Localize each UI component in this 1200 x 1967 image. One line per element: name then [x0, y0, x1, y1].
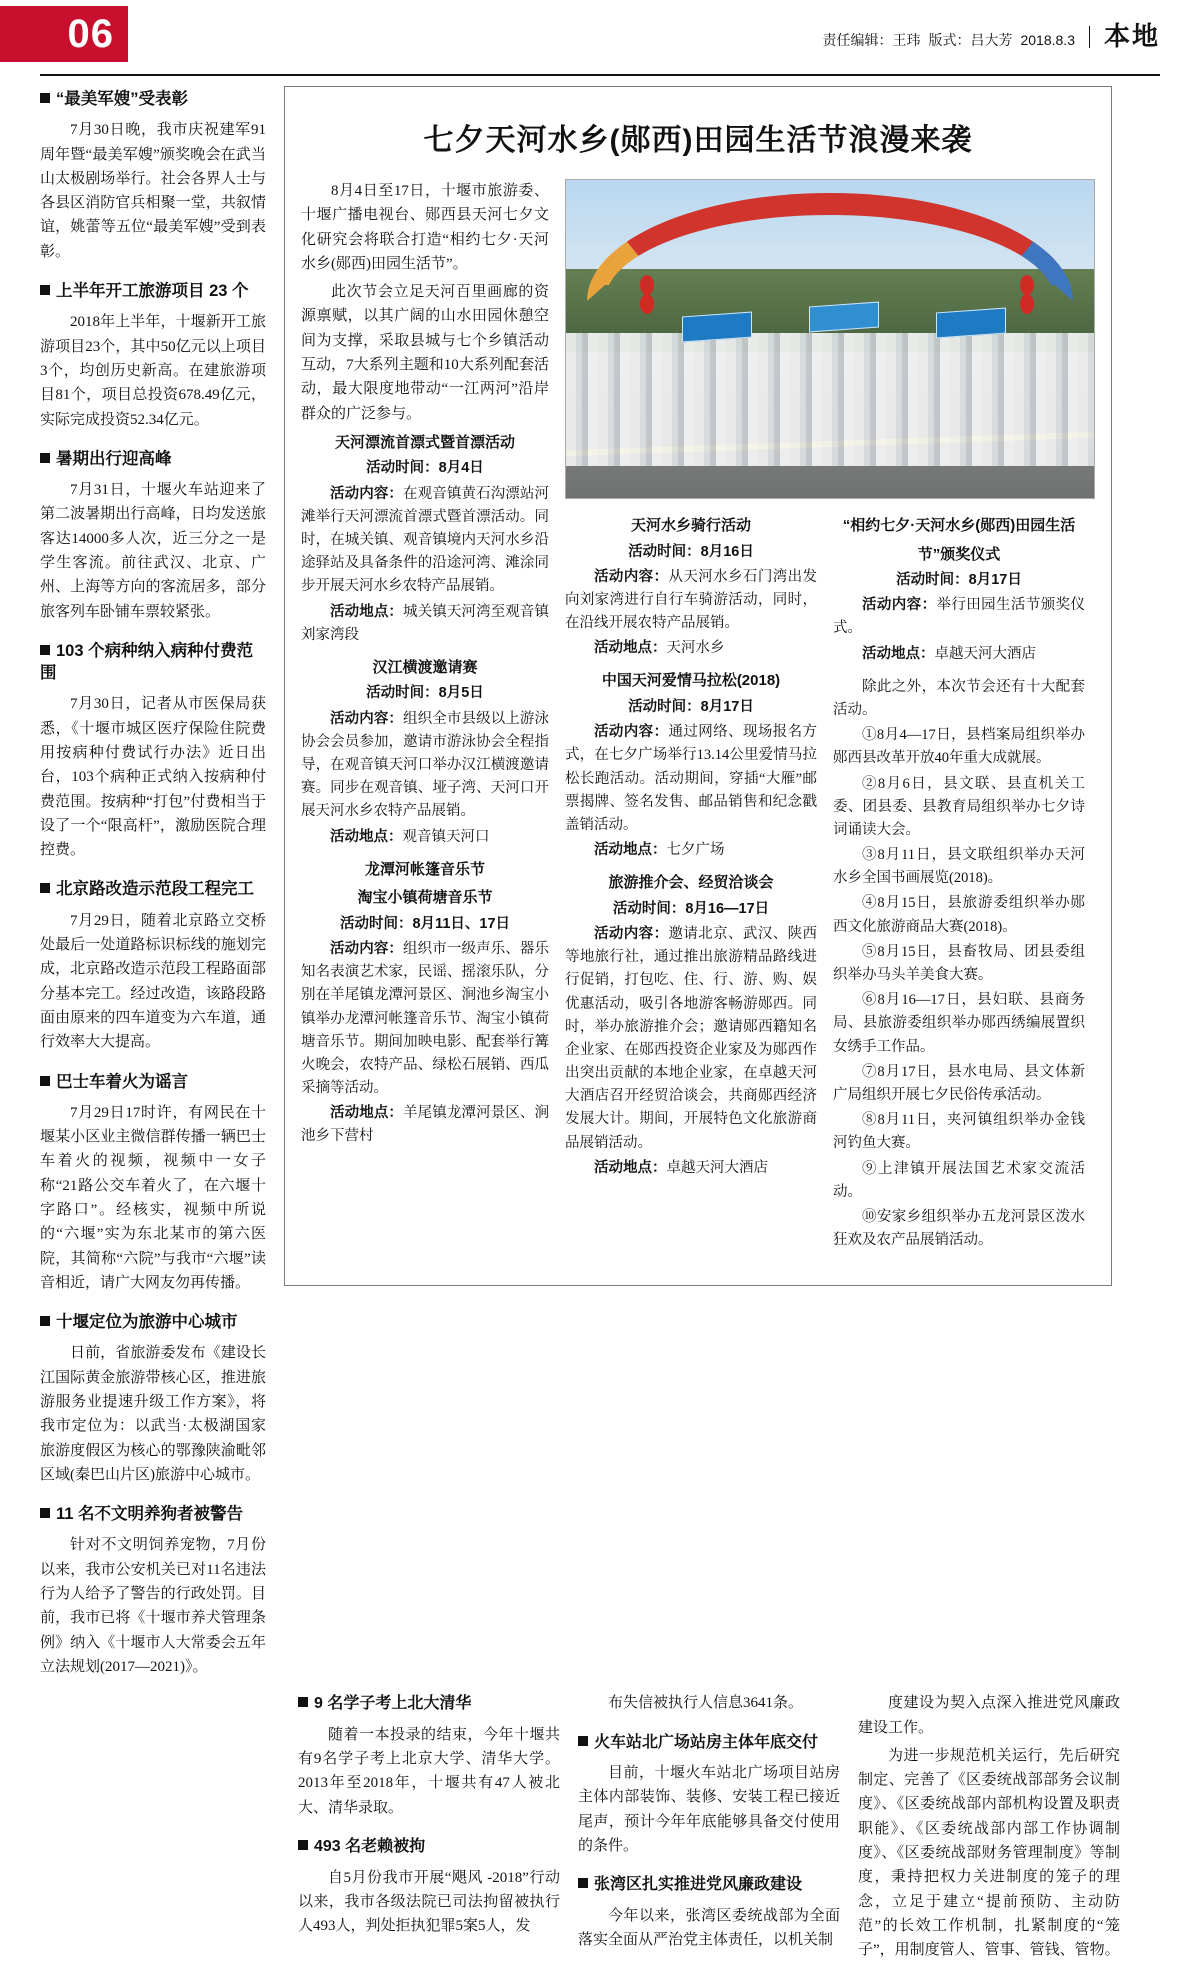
feature-column-2: [565, 509, 817, 1254]
event-time-label: 活动时间：: [366, 685, 439, 702]
event-place-value: 七夕广场: [666, 842, 725, 859]
page-number-badge: [0, 6, 128, 62]
photo-banner: [809, 302, 879, 333]
photo-banner: [936, 308, 1006, 339]
event-title: 龙潭河帐篷音乐节: [364, 860, 485, 878]
event-time: [833, 569, 1085, 592]
feature-lead-paragraph: 8月4日至17日，十堰市旅游委、十堰广播电视台、郧西县天河七夕文化研究会将联合打造“相约七夕·天河水乡(郧西)田园生活节”。: [301, 183, 549, 272]
article-paragraph: 为进一步规范机关运行，先后研究制定、完善了《区委统战部部务会议制度》、《区委统战部内部机构设置及职责职能》、《区委统战部内部工作协调制度》、《区委统战部财务管理制度》等制度，秉持把权力关进制度的笼子的理念，立足于建立“提前预防、主动防范”的长效工作机制，扎紧制度的“笼子”，用制度管人、管事、管钱、管物。: [858, 1747, 1120, 1959]
event-content: [301, 708, 549, 824]
extra-item: ③8月11日，县文联组织举办天河水乡全国书画展览(2018)。: [833, 847, 1085, 887]
event-time-label: 活动时间：: [612, 900, 686, 917]
bottom-column-1: [298, 1691, 560, 1966]
event-place: [833, 643, 1085, 666]
extra-intro: 除此之外，本次节会还有十大配套活动。: [833, 678, 1085, 718]
event-place: [565, 637, 817, 660]
event-content-label: 活动内容：: [330, 710, 404, 727]
bullet-square-icon: [40, 883, 50, 893]
article-headline: [40, 1071, 266, 1093]
feature-column-3: [833, 509, 1085, 1254]
event-content: [565, 721, 817, 837]
event-title: 旅游推介会、经贸洽谈会: [608, 874, 774, 892]
event-content-value: 在观音镇黄石沟漂站河滩举行天河漂流首漂式暨首漂活动。同时，在城关镇、观音镇境内天河水乡沿途驿站及具备条件的沿途河湾、滩涂同步开展天河水乡农特产品展销。: [301, 485, 550, 595]
event-title: 中国天河爱情马拉松(2018): [601, 672, 781, 690]
event-content-label: 活动内容：: [594, 925, 669, 942]
extra-item: ②8月6日，县文联、县直机关工委、团县委、县教育局组织举办七夕诗词诵读大会。: [833, 775, 1085, 838]
bottom-spacer: [40, 1691, 280, 1966]
photo-crowd: [566, 333, 1094, 467]
event-place-value: 卓越天河大酒店: [666, 1159, 768, 1176]
bullet-square-icon: [40, 1316, 50, 1326]
feature-article: [284, 86, 1112, 1286]
event-block: [833, 515, 1085, 666]
masthead-credits: [822, 16, 1160, 59]
event-time: [301, 913, 549, 936]
event-time-value: 8月17日: [700, 698, 754, 715]
bullet-square-icon: [298, 1840, 308, 1850]
event-time-label: 活动时间：: [628, 698, 701, 715]
bullet-square-icon: [40, 1508, 50, 1518]
bullet-square-icon: [40, 1076, 50, 1086]
bullet-square-icon: [578, 1878, 588, 1888]
event-time: [301, 682, 549, 705]
extra-item: ⑨上津镇开展法国艺术家交流活动。: [833, 1160, 1085, 1200]
event-content-value: 通过网络、现场报名方式，在七夕广场举行13.14公里爱情马拉松长跑活动。活动期间，穿插“大雁”邮票揭牌、签名发售、邮品销售和纪念戳盖销活动。: [565, 724, 818, 833]
feature-column-right: [565, 179, 1095, 1254]
masthead-divider: [1089, 26, 1090, 48]
headline-text: 火车站北广场站房主体年底交付: [594, 1733, 819, 1751]
event-time-label: 活动时间：: [896, 572, 969, 588]
event-time: [301, 457, 549, 480]
article-paragraph: 7月29日17时许，有网民在十堰某小区业主微信群传播一辆巴士车着火的视频，视频中一女子称“21路公交车着火了，在六堰十字路口”。经核实，视频中所说的“六堰”实为东北某市的第六医院，其简称“六院”与我市“六堰”读音相近，请广大网友勿再传播。: [40, 1104, 266, 1291]
page-number: 06: [67, 11, 114, 56]
photo-banner: [682, 311, 752, 342]
article-paragraph: 7月30日晚，我市庆祝建军91周年暨“最美军嫂”颁奖晚会在武当山太极剧场举行。社会各界人士与各县区消防官兵相聚一堂，共叙情谊，姚蕾等五位“最美军嫂”受到表彰。: [40, 122, 266, 260]
event-title-line2: 节”颁奖仪式: [917, 545, 1001, 563]
bullet-square-icon: [298, 1697, 308, 1707]
event-content-label: 活动内容：: [594, 568, 669, 585]
extra-item: ④8月15日，县旅游委组织举办郧西文化旅游商品大赛(2018)。: [833, 895, 1085, 935]
event-title: 天河水乡骑行活动: [630, 517, 751, 534]
event-content-label: 活动内容：: [862, 597, 937, 614]
event-content: [301, 483, 549, 599]
article-paragraph: 7月31日，十堰火车站迎来了第二波暑期出行高峰，日均发送旅客达14000多人次，近三分之一是学生客流。前往武汉、北京、广州、上海等方向的客流居多，部分旅客列车卧铺车票较紧张。: [40, 482, 266, 620]
event-place: [301, 826, 549, 849]
feature-title: 七夕天河水乡(郧西)田园生活节浪漫来袭: [423, 124, 973, 157]
feature-lead-paragraph: 此次节会立足天河百里画廊的资源禀赋，以其广阔的山水田园休憩空间为支撑，采取县城与七个乡镇活动互动，7大系列主题和10大系列配套活动，最大限度地带动“一江两河”沿岸群众的广泛参与。: [301, 284, 549, 422]
event-place: [565, 839, 817, 862]
section-title: 本地: [1103, 20, 1160, 51]
article-headline: [578, 1732, 840, 1754]
event-time-label: 活动时间：: [628, 543, 701, 560]
headline-text: 张湾区扎实推进党风廉政建设: [594, 1876, 803, 1894]
event-subtitle: 淘宝小镇荷塘音乐节: [357, 889, 493, 907]
event-content: [301, 938, 549, 1100]
event-content-label: 活动内容：: [594, 724, 669, 741]
article-headline: [40, 1503, 266, 1525]
event-title: “相约七夕·天河水乡(郧西)田园生活: [842, 517, 1076, 534]
event-content-value: 从天河水乡石门湾出发向刘家湾进行自行车骑游活动，同时，在沿线开展农特产品展销。: [565, 568, 818, 632]
event-time-label: 活动时间：: [339, 915, 413, 932]
article-paragraph: 7月30日，记者从市医保局获悉，《十堰市城区医疗保险住院费用按病种付费试行办法》近日出台，103个病种正式纳入按病种付费范围。按病种“打包”付费相当于设了一个“限高杆”，激励医院合理控费。: [40, 696, 266, 859]
editor-credit: 责任编辑：王玮: [822, 31, 921, 48]
event-time: [565, 898, 817, 921]
event-place: [565, 1157, 817, 1180]
event-content: [565, 923, 817, 1155]
headline-text: 上半年开工旅游项目 23 个: [56, 282, 249, 301]
article-paragraph: 日前，省旅游委发布《建设长江国际黄金旅游带核心区，推进旅游服务业提速升级工作方案》，将我市定位为：以武当·太极湖国家旅游度假区为核心的鄂豫陕渝毗邻区域(秦巴山片区)旅游中心城市。: [40, 1345, 266, 1483]
event-block: [565, 515, 817, 660]
event-place-label: 活动地点：: [330, 603, 404, 620]
article-paragraph: 度建设为契入点深入推进党风廉政建设工作。: [858, 1695, 1120, 1736]
headline-text: 9 名学子考上北大清华: [314, 1695, 472, 1713]
event-content-label: 活动内容：: [330, 485, 404, 502]
article-paragraph: 今年以来，张湾区委统战部为全面落实全面从严治党主体责任，以机关制: [578, 1907, 840, 1949]
article-headline: [40, 878, 266, 900]
event-time: [565, 541, 817, 564]
bottom-news-section: [0, 1683, 1200, 1966]
event-place-label: 活动地点：: [594, 1159, 667, 1176]
event-place-value: 卓越天河大酒店: [934, 645, 1036, 662]
event-block: [301, 657, 549, 849]
event-place-label: 活动地点：: [330, 828, 403, 845]
event-content-label: 活动内容：: [330, 940, 404, 957]
headline-text: 十堰定位为旅游中心城市: [56, 1313, 238, 1332]
bullet-square-icon: [40, 645, 50, 655]
event-place-value: 城关镇天河湾至观音镇刘家湾段: [301, 603, 550, 643]
feature-columns: [301, 179, 1095, 1254]
event-time-value: 8月4日: [438, 460, 484, 477]
bullet-square-icon: [40, 285, 50, 295]
article-paragraph: 布失信被执行人信息3641条。: [608, 1695, 804, 1712]
extra-item: ⑤8月15日，县畜牧局、团县委组织举办马头羊美食大赛。: [833, 943, 1085, 983]
article-paragraph: 自5月份我市开展“飓风 -2018”行动以来，我市各级法院已司法拘留被执行人493人，判处拒执犯罪5案5人，发: [298, 1869, 560, 1935]
extra-item: ⑥8月16—17日，县妇联、县商务局、县旅游委组织举办郧西绣编展置织女绣手工作品。: [833, 992, 1085, 1055]
event-block: [565, 670, 817, 862]
event-time-value: 8月11日、17日: [412, 915, 511, 932]
article-headline: [298, 1693, 560, 1715]
event-content-value: 组织市一级声乐、器乐知名表演艺术家，民谣、摇滚乐队，分别在羊尾镇龙潭河景区、涧池乡淘宝小镇举办龙潭河帐篷音乐节、淘宝小镇荷塘音乐节。期间加映电影、配套举行篝火晚会，农特产品、绿松石展销、西瓜采摘等活动。: [301, 940, 550, 1097]
headline-text: 103 个病种纳入病种付费范围: [40, 641, 254, 683]
event-block: [301, 859, 549, 1149]
bullet-square-icon: [578, 1736, 588, 1746]
event-time-label: 活动时间：: [366, 460, 439, 477]
masthead: [40, 0, 1160, 76]
event-block: [565, 872, 817, 1180]
article-headline: [40, 448, 266, 470]
event-place: [301, 1102, 549, 1148]
page-body: [0, 76, 1200, 1683]
headline-text: 11 名不文明养狗者被警告: [56, 1505, 244, 1524]
article-headline: [40, 1311, 266, 1333]
event-time-value: 8月17日: [968, 572, 1022, 588]
extra-item: ⑦8月17日，县水电局、县文体新广局组织开展七夕民俗传承活动。: [833, 1063, 1085, 1103]
event-time-value: 8月16日: [700, 543, 754, 560]
article-paragraph: 随着一本投录的结束，今年十堰共有9名学子考上北京大学、清华大学。2013年至2018年，十堰共有47人被北大、清华录取。: [298, 1726, 560, 1816]
event-title: 天河漂流首漂式暨首漂活动: [334, 433, 515, 451]
event-title: 汉江横渡邀请赛: [372, 658, 478, 676]
headline-text: 北京路改造示范段工程完工: [56, 880, 254, 899]
event-place-label: 活动地点：: [594, 842, 667, 859]
article-headline: [298, 1836, 560, 1858]
event-place-label: 活动地点：: [862, 645, 935, 662]
article-headline: [40, 280, 266, 302]
event-place-label: 活动地点：: [594, 640, 667, 657]
headline-text: 暑期出行迎高峰: [56, 449, 172, 468]
article-headline: [578, 1874, 840, 1896]
layout-credit: 版式：吕大芳: [928, 31, 1013, 48]
article-paragraph: 目前，十堰火车站北广场项目站房主体内部装饰、装修、安装工程已接近尾声，预计今年年底能够具备交付使用的条件。: [578, 1765, 840, 1855]
headline-text: “最美军嫂”受表彰: [56, 90, 188, 108]
event-content: [565, 566, 817, 636]
event-content-value: 组织全市县级以上游泳协会会员参加，邀请市游泳协会全程指导，在观音镇天河口举办汉江横渡邀请赛。同步在观音镇、垭子湾、天河口开展天河水乡农特产品展销。: [301, 710, 550, 820]
feature-photo: [565, 179, 1095, 499]
extra-item: ①8月4—17日，县档案局组织举办郧西县改革开放40年重大成就展。: [833, 727, 1085, 767]
bottom-column-3: [858, 1691, 1120, 1966]
event-content: [833, 594, 1085, 640]
bullet-square-icon: [40, 453, 50, 463]
event-time-value: 8月5日: [438, 685, 484, 702]
event-time-value: 8月16—17日: [685, 900, 770, 917]
event-time: [565, 696, 817, 719]
bullet-square-icon: [40, 93, 50, 103]
feature-column-1: [301, 179, 549, 1254]
event-place: [301, 601, 549, 647]
event-block: [301, 432, 549, 647]
event-place-label: 活动地点：: [330, 1105, 404, 1122]
extra-item: ⑩安家乡组织举办五龙河景区泼水狂欢及农产品展销活动。: [833, 1208, 1085, 1249]
event-content-value: 邀请北京、武汉、陕西等地旅行社，通过推出旅游精品路线进行促销，打包吃、住、行、游、购、娱优惠活动，吸引各地游客畅游郧西。同时，举办旅游推介会；邀请郧西籍知名企业家、在郧西投资企业家及为郧西作出突出贡献的本地企业家，在卓越天河大酒店召开经贸洽谈会，共商郧西经济发展大计。期间，开展特色文化旅游商品展销活动。: [565, 925, 818, 1151]
article-paragraph: 7月29日，随着北京路立交桥处最后一处道路标识标线的施划完成，北京路改造示范段工程路面部分基本完工。经过改造，该路段路面由原来的四车道变为六车道，通行效率大大提高。: [40, 912, 266, 1051]
event-content-value: 举行田园生活节颁奖仪式。: [833, 597, 1086, 637]
article-paragraph: 针对不文明饲养宠物，7月份以来，我市公安机关已对11名违法行为人给予了警告的行政处罚。目前，我市已将《十堰市养犬管理条例》纳入《十堰市人大常委会五年立法规划(2017—2021)》。: [40, 1537, 266, 1675]
article-paragraph: 2018年上半年，十堰新开工旅游项目23个，其中50亿元以上项目3个，均创历史新高。在建旅游项目81个，项目总投资678.49亿元，实际完成投资52.34亿元。: [40, 314, 266, 428]
left-news-column: [40, 86, 280, 1683]
publish-date: 2018.8.3: [1020, 31, 1075, 48]
event-place-value: 羊尾镇龙潭河景区、涧池乡下营村: [301, 1105, 550, 1145]
extra-item: ⑧8月11日，夹河镇组织举办金钱河钓鱼大赛。: [833, 1112, 1085, 1152]
headline-text: 493 名老赖被拘: [314, 1838, 426, 1856]
event-place-value: 天河水乡: [666, 640, 725, 657]
article-headline: [40, 88, 266, 110]
feature-subcolumns: [565, 509, 1095, 1254]
event-place-value: 观音镇天河口: [402, 828, 490, 845]
article-headline: [40, 640, 266, 685]
headline-text: 巴士车着火为谣言: [56, 1072, 188, 1091]
bottom-column-2: [578, 1691, 840, 1966]
